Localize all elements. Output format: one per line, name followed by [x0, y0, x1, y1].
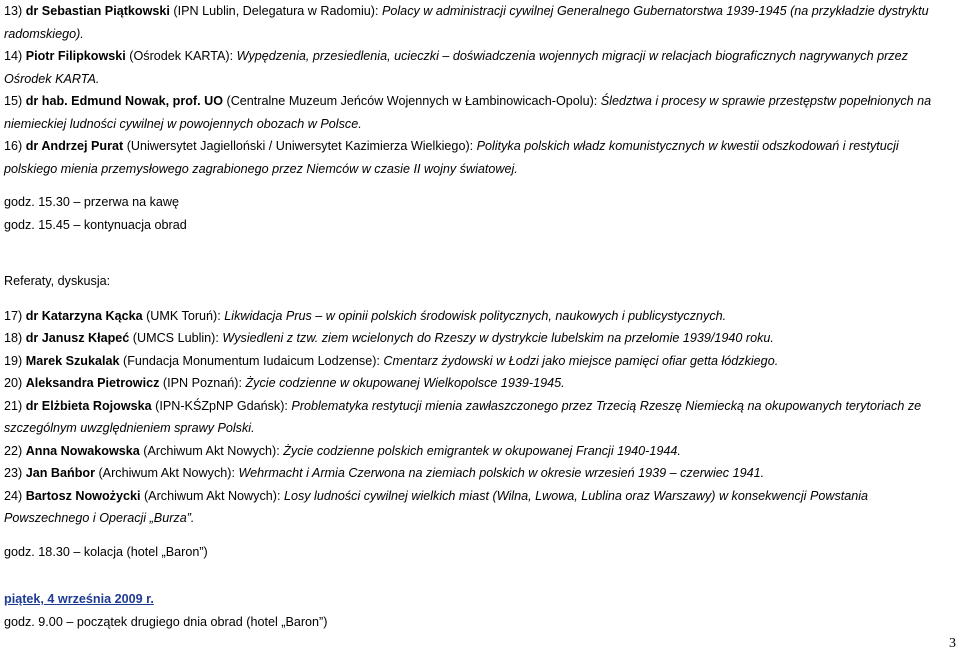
speaker-affiliation: (IPN Poznań): — [159, 376, 246, 390]
entry-16 — [4, 135, 952, 180]
entry-15 — [4, 90, 952, 135]
day-start-note: godz. 9.00 – początek drugiego dnia obrad (hotel „Baron”) — [4, 614, 328, 629]
entry-number: 21) — [4, 398, 26, 413]
entry-number: 13) — [4, 4, 26, 18]
entry-22 — [4, 440, 952, 463]
entry-21 — [4, 395, 952, 440]
talk-title: Śledztwa i procesy w sprawie przestępstw popełnionych na niemieckiej ludności cywilnej w powojennych obozach w Polsce. — [4, 94, 932, 131]
speaker-affiliation: (IPN-KŚZpNP Gdańsk): — [151, 398, 292, 413]
entry-23 — [4, 462, 952, 485]
talk-title: Wysiedleni z tzw. ziem wcielonych do Rzeszy w dystrykcie lubelskim na przełomie 1939/1940 roku. — [222, 331, 774, 345]
entry-number: 15) — [4, 94, 26, 108]
day-heading: piątek, 4 września 2009 r. — [4, 592, 154, 606]
speaker-affiliation: (Ośrodek KARTA): — [125, 49, 237, 63]
speaker-name: dr hab. Edmund Nowak, prof. UO — [25, 94, 224, 108]
page-number: 3 — [949, 636, 956, 651]
talk-title: Życie codzienne polskich emigrantek w okupowanej Francji 1940-1944. — [283, 443, 681, 458]
speaker-affiliation: (IPN Lublin, Delegatura w Radomiu): — [169, 4, 382, 18]
speaker-name: Aleksandra Pietrowicz — [25, 376, 160, 390]
speaker-name: dr Janusz Kłapeć — [25, 331, 130, 345]
entry-number: 23) — [4, 466, 26, 480]
speaker-affiliation: (Uniwersytet Jagielloński / Uniwersytet Kazimierza Wielkiego): — [123, 139, 477, 153]
coffee-break: godz. 15.30 – przerwa na kawę — [4, 195, 180, 209]
talk-title: Cmentarz żydowski w Łodzi jako miejsce pamięci ofiar getta łódzkiego. — [383, 353, 779, 368]
speaker-affiliation: (UMK Toruń): — [142, 308, 225, 323]
entry-14 — [4, 45, 952, 90]
document-page — [4, 0, 952, 633]
entry-number: 18) — [4, 331, 26, 345]
speaker-name: dr Katarzyna Kącka — [25, 308, 143, 323]
entry-number: 20) — [4, 376, 26, 390]
talk-title: Likwidacja Prus – w opinii polskich środowisk politycznych, naukowych i publicystycznych. — [224, 308, 727, 323]
speaker-affiliation: (Fundacja Monumentum Iudaicum Lodzense): — [119, 353, 384, 368]
speaker-name: dr Sebastian Piątkowski — [25, 4, 170, 18]
speaker-affiliation: (UMCS Lublin): — [129, 331, 223, 345]
entry-number: 22) — [4, 443, 26, 458]
speaker-affiliation: (Archiwum Akt Nowych): — [140, 488, 284, 503]
entry-number: 14) — [4, 49, 26, 63]
talk-title: Polityka polskich władz komunistycznych w kwestii odszkodowań i restytucji polskiego mienia przemysłowego zagrabionego przez Niemców w czasie II wojny światowej. — [4, 139, 899, 176]
entry-13 — [4, 0, 952, 45]
speaker-name: dr Elżbieta Rojowska — [25, 398, 152, 413]
entry-24 — [4, 485, 952, 530]
section-heading: Referaty, dyskusja: — [4, 274, 111, 288]
entry-20 — [4, 372, 952, 395]
session-resume: godz. 15.45 – kontynuacja obrad — [4, 217, 187, 232]
entry-19 — [4, 350, 952, 373]
entry-number: 24) — [4, 488, 26, 503]
talk-title: Polacy w administracji cywilnej Generalnego Gubernatorstwa 1939-1945 (na przykładzie dystryktu radomskiego). — [4, 4, 929, 41]
speaker-affiliation: (Archiwum Akt Nowych): — [139, 443, 284, 458]
entry-number: 19) — [4, 353, 26, 368]
entry-number: 16) — [4, 139, 26, 153]
entry-17 — [4, 305, 952, 328]
talk-title: Wypędzenia, przesiedlenia, ucieczki – doświadczenia wojennych migracji w relacjach biograficznych nagrywanych przez Ośrodek KARTA. — [4, 49, 908, 86]
speaker-name: Anna Nowakowska — [25, 443, 140, 458]
talk-title: Problematyka restytucji mienia zawłaszczonego przez Trzecią Rzeszę Niemiecką na okupowanych terytoriach ze szczególnym uwzględnieniem sprawy Polski. — [4, 398, 922, 435]
speaker-name: Marek Szukalak — [25, 353, 120, 368]
speaker-name: Jan Bańbor — [25, 466, 95, 480]
talk-title: Losy ludności cywilnej wielkich miast (Wilna, Lwowa, Lublina oraz Warszawy) w konsekwencji Powstania Powszechnego i Operacji „Burza”. — [4, 488, 869, 525]
entry-number: 17) — [4, 308, 26, 323]
dinner-note: godz. 18.30 – kolacja (hotel „Baron”) — [4, 544, 208, 559]
speaker-affiliation: (Centralne Muzeum Jeńców Wojennych w Łambinowicach-Opolu): — [223, 94, 601, 108]
speaker-name: Bartosz Nowożycki — [25, 488, 141, 503]
talk-title: Wehrmacht i Armia Czerwona na ziemiach polskich w okresie wrzesień 1939 – czerwiec 1941. — [238, 466, 765, 480]
speaker-name: dr Andrzej Purat — [25, 139, 124, 153]
entry-18 — [4, 327, 952, 350]
speaker-affiliation: (Archiwum Akt Nowych): — [94, 466, 239, 480]
talk-title: Życie codzienne w okupowanej Wielkopolsce 1939-1945. — [245, 376, 565, 390]
speaker-name: Piotr Filipkowski — [25, 49, 126, 63]
